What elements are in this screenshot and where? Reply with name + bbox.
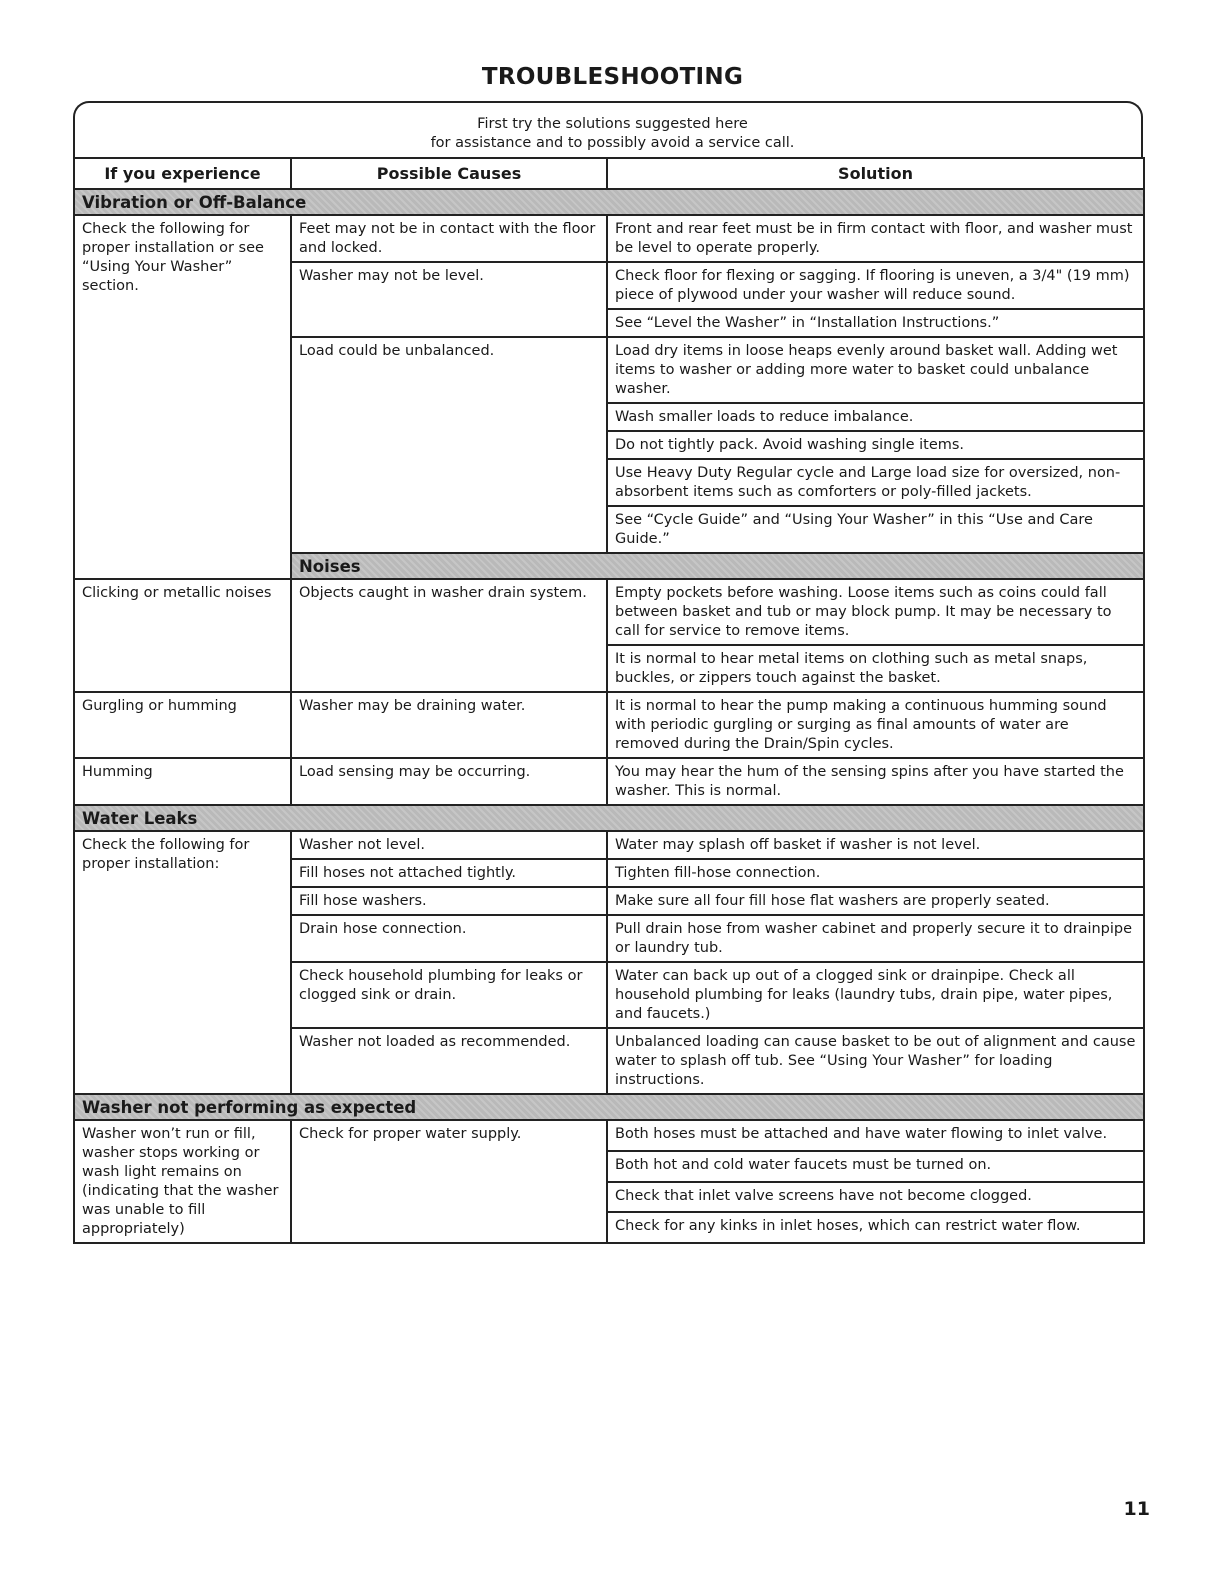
solution-cell: It is normal to hear metal items on clothing such as metal snaps, buckles, or zippers touch against the basket. xyxy=(607,645,1144,692)
solution-cell: Water can back up out of a clogged sink or drainpipe. Check all household plumbing for leaks (laundry tubs, drain pipe, water pipes, and faucets.) xyxy=(607,962,1144,1028)
solution-cell: Both hoses must be attached and have water flowing to inlet valve. xyxy=(607,1120,1144,1151)
table-row xyxy=(74,692,1144,758)
cause-cell: Load sensing may be occurring. xyxy=(291,758,607,805)
cause-cell: Check for proper water supply. xyxy=(291,1120,607,1243)
solution-cell: Pull drain hose from washer cabinet and properly secure it to drainpipe or laundry tub. xyxy=(607,915,1144,962)
solution-cell: It is normal to hear the pump making a continuous humming sound with periodic gurgling or surging as final amounts of water are removed during the Drain/Spin cycles. xyxy=(607,692,1144,758)
solution-cell: Both hot and cold water faucets must be turned on. xyxy=(607,1151,1144,1182)
table-row xyxy=(74,1120,1144,1151)
experience-cell: Gurgling or humming xyxy=(74,692,291,758)
section-title-performing: Washer not performing as expected xyxy=(74,1094,1144,1120)
page-number: 11 xyxy=(1123,1498,1150,1520)
solution-cell: Front and rear feet must be in firm contact with floor, and washer must be level to operate properly. xyxy=(607,215,1144,262)
header-causes: Possible Causes xyxy=(291,158,607,189)
experience-cell: Check the following for proper installation: xyxy=(74,831,291,1094)
solution-cell: Use Heavy Duty Regular cycle and Large load size for oversized, non-absorbent items such as comforters or poly-filled jackets. xyxy=(607,459,1144,506)
cause-cell: Fill hoses not attached tightly. xyxy=(291,859,607,887)
cause-cell: Washer not loaded as recommended. xyxy=(291,1028,607,1094)
solution-cell: You may hear the hum of the sensing spins after you have started the washer. This is normal. xyxy=(607,758,1144,805)
solution-cell: See “Cycle Guide” and “Using Your Washer” in this “Use and Care Guide.” xyxy=(607,506,1144,553)
cause-cell: Feet may not be in contact with the floor and locked. xyxy=(291,215,607,262)
solution-cell: Check that inlet valve screens have not become clogged. xyxy=(607,1182,1144,1213)
cause-cell: Washer may be draining water. xyxy=(291,692,607,758)
solution-cell: Tighten fill-hose connection. xyxy=(607,859,1144,887)
cause-cell: Load could be unbalanced. xyxy=(291,337,607,553)
intro-line-1: First try the solutions suggested here xyxy=(477,116,748,132)
cause-cell: Objects caught in washer drain system. xyxy=(291,579,607,692)
solution-cell: Do not tightly pack. Avoid washing single items. xyxy=(607,431,1144,459)
experience-cell: Clicking or metallic noises xyxy=(74,579,291,692)
cause-cell: Washer may not be level. xyxy=(291,262,607,337)
section-title-noises: Noises xyxy=(291,553,1144,579)
solution-cell: See “Level the Washer” in “Installation Instructions.” xyxy=(607,309,1144,337)
table-row xyxy=(74,831,1144,859)
page-title: TROUBLESHOOTING xyxy=(481,64,744,90)
cause-cell: Fill hose washers. xyxy=(291,887,607,915)
cause-cell: Drain hose connection. xyxy=(291,915,607,962)
intro-text xyxy=(0,115,1225,153)
solution-cell: Water may splash off basket if washer is not level. xyxy=(607,831,1144,859)
cause-cell: Check household plumbing for leaks or clogged sink or drain. xyxy=(291,962,607,1028)
section-row xyxy=(74,189,1144,215)
header-solution: Solution xyxy=(607,158,1144,189)
solution-cell: Unbalanced loading can cause basket to be out of alignment and cause water to splash off tub. See “Using Your Washer” for loading instructions. xyxy=(607,1028,1144,1094)
solution-cell: Wash smaller loads to reduce imbalance. xyxy=(607,403,1144,431)
experience-cell: Washer won’t run or fill, washer stops working or wash light remains on (indicating that the washer was unable to fill appropriately) xyxy=(74,1120,291,1243)
section-title-vibration: Vibration or Off-Balance xyxy=(74,189,1144,215)
intro-line-2: for assistance and to possibly avoid a service call. xyxy=(430,135,795,151)
experience-cell: Humming xyxy=(74,758,291,805)
troubleshooting-table xyxy=(73,157,1145,1244)
solution-cell: Check floor for flexing or sagging. If flooring is uneven, a 3/4" (19 mm) piece of plywood under your washer will reduce sound. xyxy=(607,262,1144,309)
solution-cell: Make sure all four fill hose flat washers are properly seated. xyxy=(607,887,1144,915)
section-row xyxy=(74,805,1144,831)
table-row xyxy=(74,215,1144,262)
table-row xyxy=(74,579,1144,645)
section-title-leaks: Water Leaks xyxy=(74,805,1144,831)
table-row xyxy=(74,758,1144,805)
solution-cell: Check for any kinks in inlet hoses, which can restrict water flow. xyxy=(607,1212,1144,1243)
cause-cell: Washer not level. xyxy=(291,831,607,859)
experience-cell: Check the following for proper installation or see “Using Your Washer” section. xyxy=(74,215,291,579)
header-experience: If you experience xyxy=(74,158,291,189)
table-header-row xyxy=(74,158,1144,189)
section-row xyxy=(74,1094,1144,1120)
solution-cell: Empty pockets before washing. Loose items such as coins could fall between basket and tub or may block pump. It may be necessary to call for service to remove items. xyxy=(607,579,1144,645)
solution-cell: Load dry items in loose heaps evenly around basket wall. Adding wet items to washer or adding more water to basket could unbalance washer. xyxy=(607,337,1144,403)
